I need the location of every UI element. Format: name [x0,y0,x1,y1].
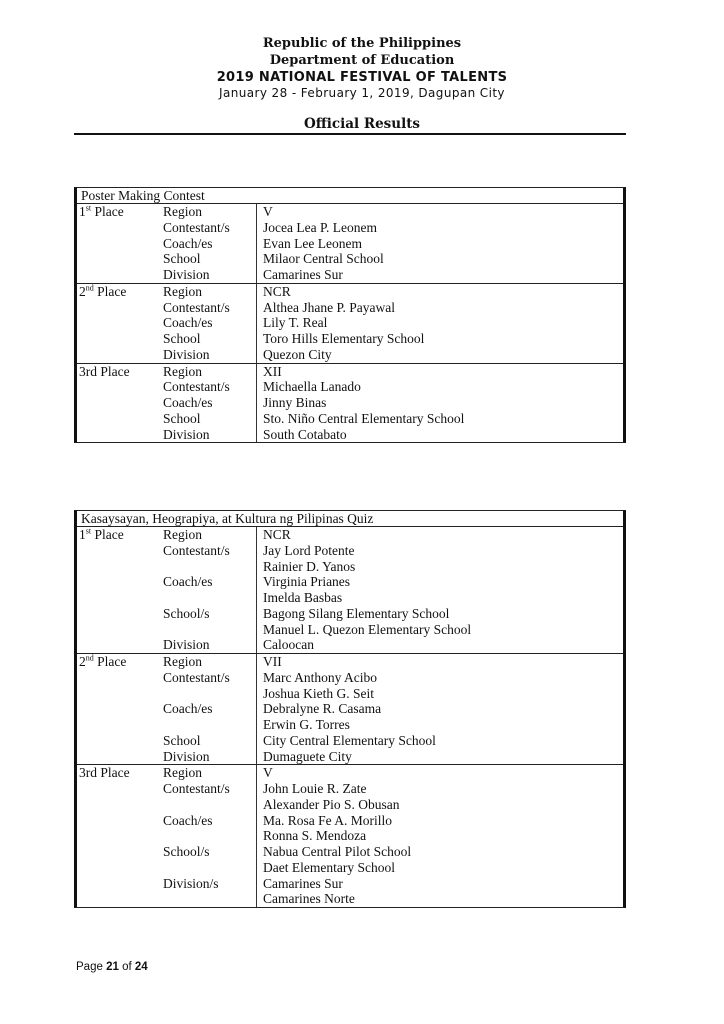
result-row [77,606,623,622]
result-row [77,733,623,749]
result-row [77,860,623,876]
field-label: Coach/es [163,812,213,828]
field-label: Division [163,637,210,653]
field-value: XII [263,363,282,379]
department-line: Department of Education [269,53,455,68]
field-label: Division [163,426,210,442]
field-value: Caloocan [263,637,314,653]
place-section [77,363,623,443]
field-label: Coach/es [163,315,213,331]
result-row [77,315,623,331]
result-row [77,331,623,347]
place-section [77,204,623,283]
result-row [77,590,623,606]
results-title: Official Results [303,116,421,132]
field-label: Region [163,654,202,669]
result-row [77,559,623,575]
field-label: Contestant/s [163,299,230,315]
field-value: Evan Lee Leonem [263,235,362,251]
page-footer [76,961,148,973]
place-label: 1st Place [79,526,124,542]
result-row [77,765,623,781]
field-value: NCR [263,283,291,299]
result-row [77,347,623,363]
field-value: Marc Anthony Acibo [263,669,377,685]
field-value: Lily T. Real [263,315,328,331]
field-value: Jocea Lea P. Leonem [263,219,377,235]
result-row [77,844,623,860]
result-row [77,236,623,252]
field-value: Debralyne R. Casama [263,701,382,717]
field-label: Region [163,527,202,542]
field-label: Division [163,748,210,764]
result-row [77,411,623,427]
result-row [77,284,623,300]
kasaysayan-quiz-results-table [74,510,626,908]
result-row [77,574,623,590]
field-value: Camarines Sur [263,267,343,282]
result-row [77,828,623,844]
field-value: V [263,765,273,781]
result-row [77,364,623,380]
place-label: 2nd Place [79,653,127,669]
result-row [77,670,623,686]
place-section [77,653,623,764]
field-label: School [163,732,201,748]
field-value: Nabua Central Pilot School [263,844,412,859]
field-value: Milaor Central School [263,251,384,267]
field-value: Sto. Niño Central Elementary School [263,410,465,426]
field-label: Division/s [163,875,219,891]
field-label: Division [163,267,210,282]
field-value: Rainier D. Yanos [263,558,356,574]
result-row [77,622,623,638]
result-row [77,300,623,316]
place-label: 3rd Place [79,363,130,379]
place-section [77,527,623,653]
republic-line: Republic of the Philippines [262,36,462,51]
field-value: Quezon City [263,346,332,362]
field-value: Alexander Pio S. Obusan [263,796,400,812]
field-value: Jinny Binas [263,395,327,410]
field-value: Ronna S. Mendoza [263,828,367,844]
field-value: Ma. Rosa Fe A. Morillo [263,812,393,828]
field-label: Contestant/s [163,379,230,395]
result-row [77,527,623,543]
field-label: Contestant/s [163,542,230,558]
result-row [77,395,623,411]
field-value: Virginia Prianes [263,574,351,590]
field-value: NCR [263,527,291,542]
result-row [77,781,623,797]
place-section [77,283,623,363]
field-value: John Louie R. Zate [263,781,367,796]
field-value: South Cotabato [263,426,347,442]
field-label: Contestant/s [163,219,230,235]
field-label: School [163,331,201,346]
result-row [77,686,623,702]
field-label: Contestant/s [163,781,230,796]
page-label: Page [76,961,103,973]
field-label: Coach/es [163,395,213,410]
field-value: Joshua Kieth G. Seit [263,685,374,701]
field-value: Dumaguete City [263,748,352,764]
result-row [77,717,623,733]
field-value: Imelda Basbas [263,590,343,605]
field-label: School [163,410,201,426]
result-row [77,267,623,283]
field-label: Division [163,346,210,362]
result-row [77,891,623,907]
place-label: 1st Place [79,203,124,219]
result-row [77,204,623,220]
header-rule [74,133,626,135]
field-label: Coach/es [163,235,213,251]
field-label: Region [163,765,202,781]
result-row [77,543,623,559]
field-label: Region [163,204,202,219]
result-row [77,749,623,765]
field-label: School/s [163,844,210,859]
festival-dates: January 28 - February 1, 2019, Dagupan City [219,86,505,100]
place-label: 2nd Place [79,283,127,299]
result-row [77,876,623,892]
field-value: Toro Hills Elementary School [263,331,425,346]
result-row [77,220,623,236]
field-value: VII [263,654,282,669]
place-section [77,764,623,907]
of-label: of [122,961,132,973]
result-row [77,251,623,267]
field-label: School [163,251,201,267]
field-value: City Central Elementary School [263,732,436,748]
result-row [77,427,623,443]
poster-making-results-table [74,187,626,443]
place-label: 3rd Place [79,765,130,781]
field-label: Coach/es [163,574,213,590]
field-value: Bagong Silang Elementary School [263,605,450,621]
field-value: Jay Lord Potente [263,542,355,558]
result-row [77,813,623,829]
field-value: Camarines Norte [263,891,355,907]
result-row [77,637,623,653]
field-value: Camarines Sur [263,875,343,891]
page-total: 24 [134,961,148,973]
field-value: Althea Jhane P. Payawal [263,299,395,315]
field-value: Daet Elementary School [263,859,395,875]
field-label: School/s [163,605,210,621]
field-value: Michaella Lanado [263,379,361,395]
festival-title: 2019 NATIONAL FESTIVAL OF TALENTS [216,70,508,85]
result-row [77,379,623,395]
field-label: Region [163,283,202,299]
result-row [77,654,623,670]
field-value: Manuel L. Quezon Elementary School [263,621,472,637]
contest-title: Kasaysayan, Heograpiya, at Kultura ng Pilipinas Quiz [77,511,623,527]
field-label: Coach/es [163,701,213,717]
result-row [77,701,623,717]
field-value: V [263,204,273,219]
field-value: Erwin G. Torres [263,717,350,732]
result-row [77,797,623,813]
contest-title: Poster Making Contest [77,188,623,204]
page-number: 21 [106,961,119,973]
field-label: Region [163,363,202,379]
field-label: Contestant/s [163,669,230,685]
